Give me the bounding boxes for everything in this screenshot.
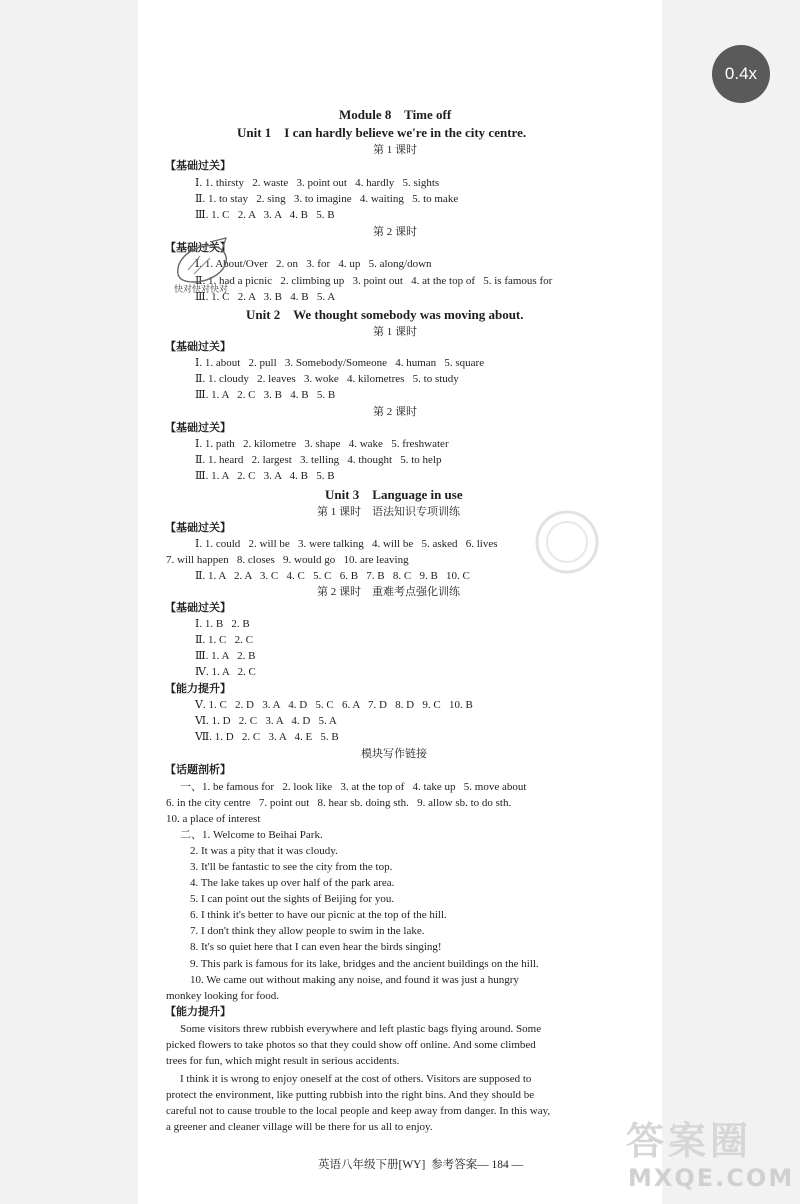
zoom-level-badge[interactable]: 0.4x	[712, 45, 770, 103]
module-title: Module 8 Time off	[339, 107, 452, 122]
unit1-title: Unit 1 I can hardly believe we're in the city centre.	[237, 125, 527, 140]
paragraph-line: trees for fun, which might result in serious accidents.	[166, 1055, 400, 1067]
section-basic: 【基础过关】	[165, 160, 231, 172]
answer-line: Ⅲ. 1. A 2. C 3. B 4. B 5. B	[195, 389, 336, 401]
answer-line: Ⅲ. 1. A 2. C 3. A 4. B 5. B	[195, 470, 335, 482]
paragraph-line: picked flowers to take photos so that they could show off online. And some climbed	[166, 1039, 536, 1051]
answer-line: Ⅰ. 1. about 2. pull 3. Somebody/Someone 4. human 5. square	[195, 357, 485, 369]
answer-line: Ⅲ. 1. A 2. B	[195, 650, 256, 662]
answer-line: Ⅵ. 1. D 2. C 3. A 4. D 5. A	[195, 715, 337, 727]
section-basic: 【基础过关】	[165, 242, 231, 254]
section-topic: 【话题剖析】	[165, 764, 231, 776]
answer-line: 8. It's so quiet here that I can even hear the birds singing!	[190, 941, 442, 953]
answer-line: 10. a place of interest	[166, 813, 261, 825]
lesson-heading: 第 1 课时	[373, 144, 417, 156]
answer-line: Ⅲ. 1. C 2. A 3. A 4. B 5. B	[195, 209, 335, 221]
watermark-url: MXQE.COM	[628, 1164, 795, 1192]
answer-line: Ⅰ. 1. B 2. B	[195, 618, 250, 630]
writing-heading: 模块写作链接	[361, 748, 427, 760]
faint-seal-mark	[530, 505, 604, 579]
site-watermark	[616, 1110, 796, 1202]
answer-line: Ⅰ. 1. could 2. will be 3. were talking 4. will be 5. asked 6. lives	[195, 538, 498, 550]
answer-line: 7. will happen 8. closes 9. would go 10. are leaving	[166, 554, 409, 566]
lesson-heading: 第 1 课时	[373, 326, 417, 338]
answer-line: 二、1. Welcome to Beihai Park.	[180, 829, 323, 841]
answer-line: Ⅶ. 1. D 2. C 3. A 4. E 5. B	[195, 731, 339, 743]
section-basic: 【基础过关】	[165, 522, 231, 534]
unit3-title: Unit 3 Language in use	[325, 487, 463, 502]
paragraph-line: a greener and cleaner village will be there for us all to enjoy.	[166, 1121, 433, 1133]
paragraph-line: protect the environment, like putting rubbish into the right bins. And they should be	[166, 1089, 535, 1101]
answer-line: Ⅰ. 1. path 2. kilometre 3. shape 4. wake 5. freshwater	[195, 438, 449, 450]
answer-line: monkey looking for food.	[166, 990, 280, 1002]
unit2-title: Unit 2 We thought somebody was moving about.	[246, 307, 524, 322]
lesson-heading: 第 1 课时 语法知识专项训练	[317, 506, 460, 518]
answer-line: 4. The lake takes up over half of the park area.	[190, 877, 395, 889]
answer-line: Ⅴ. 1. C 2. D 3. A 4. D 5. C 6. A 7. D 8. D 9. C 10. B	[195, 699, 473, 711]
answer-line: 10. We came out without making any noise, and found it was just a hungry	[190, 974, 519, 986]
answer-line: Ⅱ. 1. had a picnic 2. climbing up 3. point out 4. at the top of 5. is famous for	[195, 275, 553, 287]
answer-line: Ⅱ. 1. to stay 2. sing 3. to imagine 4. waiting 5. to make	[195, 193, 459, 205]
answer-line: Ⅱ. 1. heard 2. largest 3. telling 4. thought 5. to help	[195, 454, 442, 466]
stamp-text: 快对快对快对	[174, 284, 229, 294]
answer-line: Ⅱ. 1. A 2. A 3. C 4. C 5. C 6. B 7. B 8. C 9. B 10. C	[195, 570, 470, 582]
page-footer: 英语八年级下册[WY] 参考答案— 184 —	[318, 1159, 524, 1171]
answer-line: Ⅱ. 1. cloudy 2. leaves 3. woke 4. kilometres 5. to study	[195, 373, 459, 385]
section-basic: 【基础过关】	[165, 341, 231, 353]
lesson-heading: 第 2 课时	[373, 226, 417, 238]
answer-line: Ⅲ. 1. C 2. A 3. B 4. B 5. A	[195, 291, 336, 303]
lesson-heading: 第 2 课时 重难考点强化训练	[317, 586, 460, 598]
section-ability: 【能力提升】	[165, 683, 231, 695]
paragraph-line: careful not to cause trouble to the local people and keep away from danger. In this way,	[166, 1105, 551, 1117]
section-basic: 【基础过关】	[165, 602, 231, 614]
answer-line: 5. I can point out the sights of Beijing for you.	[190, 893, 395, 905]
paragraph-line: Some visitors threw rubbish everywhere and left plastic bags flying around. Some	[180, 1023, 542, 1035]
answer-line: 9. This park is famous for its lake, bridges and the ancient buildings on the hill.	[190, 958, 539, 970]
answer-line: Ⅱ. 1. C 2. C	[195, 634, 253, 646]
answer-line: 6. I think it's better to have our picnic at the top of the hill.	[190, 909, 447, 921]
lesson-heading: 第 2 课时	[373, 406, 417, 418]
answer-line: Ⅰ. 1. thirsty 2. waste 3. point out 4. hardly 5. sights	[195, 177, 440, 189]
stamp-graphic	[166, 236, 236, 296]
answer-line: 7. I don't think they allow people to swim in the lake.	[190, 925, 425, 937]
answer-line: 一、1. be famous for 2. look like 3. at the top of 4. take up 5. move about	[180, 781, 527, 793]
answer-line: 2. It was a pity that it was cloudy.	[190, 845, 338, 857]
answer-line: 3. It'll be fantastic to see the city from the top.	[190, 861, 393, 873]
answer-line: Ⅳ. 1. A 2. C	[195, 666, 256, 678]
section-basic: 【基础过关】	[165, 422, 231, 434]
answer-line: Ⅰ. 1. About/Over 2. on 3. for 4. up 5. along/down	[195, 258, 432, 270]
answer-line: 6. in the city centre 7. point out 8. hear sb. doing sth. 9. allow sb. to do sth.	[166, 797, 512, 809]
section-ability: 【能力提升】	[165, 1006, 231, 1018]
watermark-logo: 答案圈	[626, 1119, 753, 1163]
paragraph-line: I think it is wrong to enjoy oneself at the cost of others. Visitors are supposed to	[180, 1073, 532, 1085]
